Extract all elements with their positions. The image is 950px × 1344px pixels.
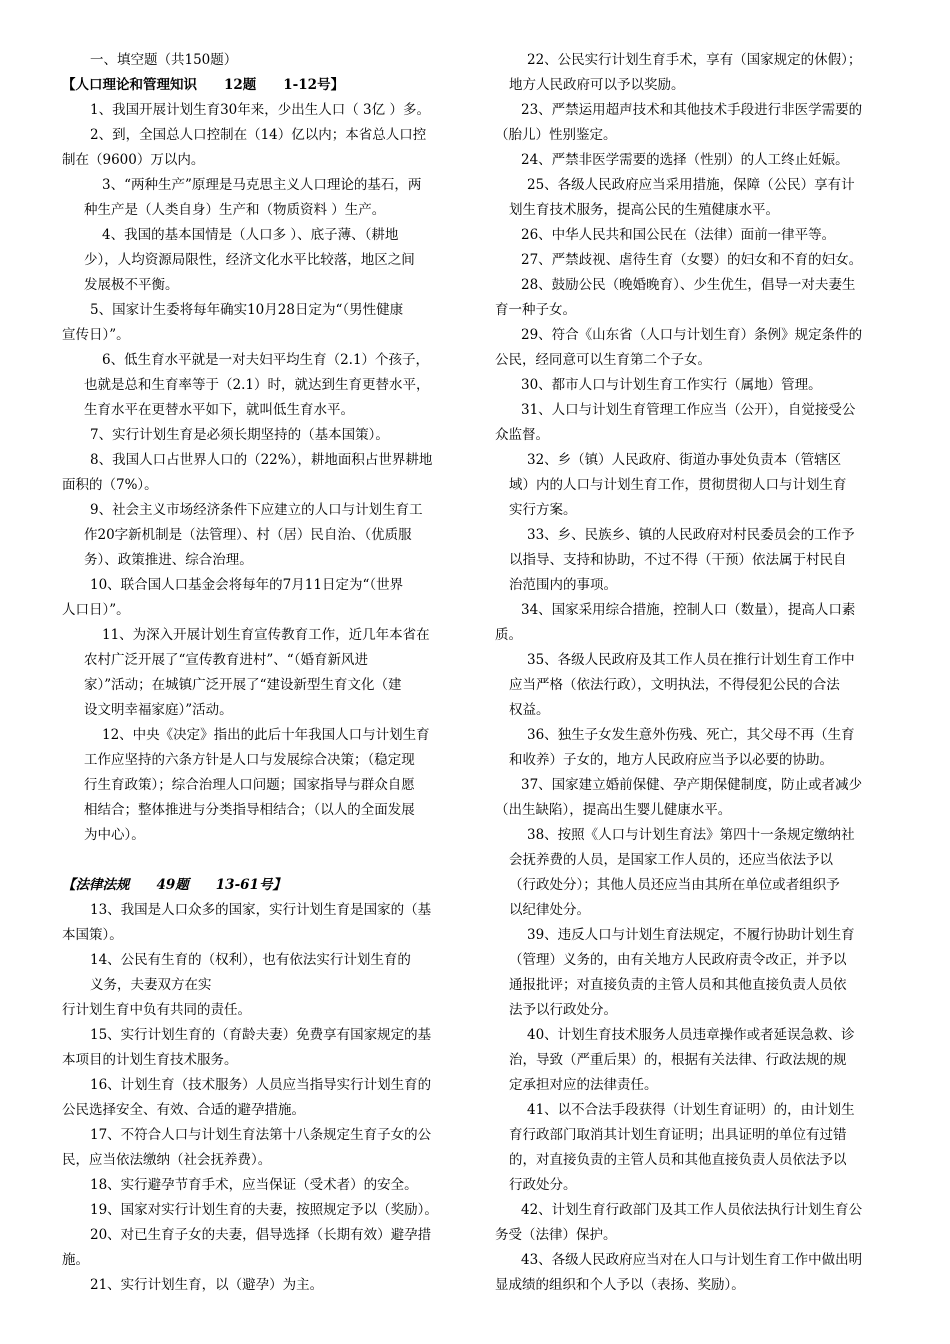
- text-line: 17、不符合人口与计划生育法第十八条规定生育子女的公: [90, 1127, 432, 1143]
- text-line: 通报批评；对直接负责的主管人员和其他直接负责人员依: [509, 977, 847, 993]
- text-line: 设文明幸福家庭）”活动。: [84, 702, 233, 718]
- text-line: 37、国家建立婚前保健、孕产期保健制度，防止或者减少: [521, 777, 863, 793]
- text-line: 行政处分。: [509, 1177, 577, 1193]
- text-line: 治范围内的事项。: [509, 577, 617, 593]
- text-line: 发展极不平衡。: [84, 277, 179, 293]
- text-line: 10、联合国人口基金会将每年的7月11日定为“（世界: [90, 577, 404, 593]
- section-heading: 【人口理论和管理知识 12题 1-12号】: [62, 77, 345, 93]
- text-line: 务）、政策推进、综合治理。: [84, 552, 253, 568]
- text-line: （行政处分）；其他人员还应当由其所在单位或者组织予: [509, 877, 840, 893]
- text-line: 38、按照《人口与计划生育法》第四十一条规定缴纳社: [527, 827, 855, 843]
- text-line: 33、乡、民族乡、镇的人民政府对村民委员会的工作予: [527, 527, 855, 543]
- text-line: 会抚养费的人员，是国家工作人员的，还应当依法予以: [509, 852, 833, 868]
- text-line: 面积的（7%）。: [62, 477, 158, 493]
- text-line: 权益。: [509, 702, 550, 718]
- text-line: 8、我国人口占世界人口的（22%），耕地面积占世界耕地: [90, 452, 433, 468]
- text-line: 2、到，全国总人口控制在（14）亿以内；本省总人口控: [90, 127, 427, 143]
- text-line: 28、鼓励公民（晚婚晚育）、少生优生，倡导一对夫妻生: [521, 277, 856, 293]
- text-line: 24、严禁非医学需要的选择（性别）的人工终止妊娠。: [521, 152, 849, 168]
- text-line: 相结合；整体推进与分类指导相结合；（以人的全面发展: [84, 802, 415, 818]
- text-line: （出生缺陷），提高出生婴儿健康水平。: [495, 802, 732, 818]
- text-line: 为中心）。: [84, 827, 145, 843]
- text-line: 31、人口与计划生育管理工作应当（公开），自觉接受公: [521, 402, 856, 418]
- text-line: 宣传日）”。: [62, 327, 130, 343]
- blank-line: [62, 848, 467, 873]
- text-line: 20、对已生育子女的夫妻，倡导选择（长期有效）避孕措: [90, 1227, 432, 1243]
- left-column: [62, 48, 467, 1298]
- text-line: 12、中央《决定》指出的此后十年我国人口与计划生育: [102, 727, 430, 743]
- text-line: 41、以不合法手段获得（计划生育证明）的，由计划生: [527, 1102, 855, 1118]
- text-line: 公民选择安全、有效、合适的避孕措施。: [62, 1102, 305, 1118]
- text-line: 公民，经同意可以生育第二个子女。: [495, 352, 711, 368]
- text-line: 23、严禁运用超声技术和其他技术手段进行非医学需要的: [521, 102, 863, 118]
- text-line: 7、实行计划生育是必须长期坚持的（基本国策）。: [90, 427, 389, 443]
- text-line: 27、严禁歧视、虐待生育（女婴）的妇女和不育的妇女。: [521, 252, 863, 268]
- text-line: 43、各级人民政府应当对在人口与计划生育工作中做出明: [521, 1252, 863, 1268]
- text-line: （管理）义务的，由有关地方人民政府责令改正，并予以: [509, 952, 847, 968]
- text-line: 义务，夫妻双方在实: [90, 977, 212, 993]
- text-line: 以指导、支持和协助，不过不得（干预）依法属于村民自: [509, 552, 847, 568]
- text-line: 21、实行计划生育，以（避孕）为主。: [90, 1277, 324, 1293]
- text-line: 行计划生育中负有共同的责任。: [62, 1002, 251, 1018]
- text-line: 实行方案。: [509, 502, 577, 518]
- right-column: [487, 48, 887, 1298]
- text-line: 16、计划生育（技术服务）人员应当指导实行计划生育的: [90, 1077, 432, 1093]
- text-line: 3、“两种生产”原理是马克思主义人口理论的基石，两: [102, 177, 422, 193]
- text-line: 育行政部门取消其计划生育证明；出具证明的单位有过错: [509, 1127, 847, 1143]
- text-line: 本国策）。: [62, 927, 123, 943]
- text-line: 30、都市人口与计划生育工作实行（属地）管理。: [521, 377, 822, 393]
- text-line: 定承担对应的法律责任。: [509, 1077, 658, 1093]
- text-line: 农村广泛开展了“宣传教育进村”、“（婚育新风进: [84, 652, 368, 668]
- text-line: 34、国家采用综合措施，控制人口（数量），提高人口素: [521, 602, 856, 618]
- text-line: 家）”活动；在城镇广泛开展了“建设新型生育文化（建: [84, 677, 402, 693]
- text-line: 行生育政策）；综合治理人口问题；国家指导与群众自愿: [84, 777, 415, 793]
- text-line: 域）内的人口与计划生育工作，贯彻贯彻人口与计划生育: [509, 477, 847, 493]
- text-line: （胎儿）性别鉴定。: [495, 127, 617, 143]
- text-line: 和收养）子女的，地方人民政府应当予以必要的协助。: [509, 752, 833, 768]
- text-line: 6、低生育水平就是一对夫妇平均生育（2.1）个孩子，: [102, 352, 430, 368]
- text-line: 人口日）”。: [62, 602, 130, 618]
- text-line: 划生育技术服务，提高公民的生殖健康水平。: [509, 202, 779, 218]
- text-line: 14、公民有生育的（权利），也有依法实行计划生育的: [90, 952, 411, 968]
- text-line: 26、中华人民共和国公民在（法律）面前一律平等。: [521, 227, 836, 243]
- text-line: 治，导致（严重后果）的，根据有关法律、行政法规的规: [509, 1052, 847, 1068]
- text-line: 25、各级人民政府应当采用措施，保障（公民）享有计: [527, 177, 855, 193]
- text-line: 的，对直接负责的主管人员和其他直接负责人员依法予以: [509, 1152, 847, 1168]
- text-line: 应当严格（依法行政），文明执法，不得侵犯公民的合法: [509, 677, 840, 693]
- text-line: 22、公民实行计划生育手术，享有（国家规定的休假）；: [527, 52, 862, 68]
- section-heading: 【法律法规 49题 13-61号】: [62, 877, 286, 893]
- text-line: 民，应当依法缴纳（社会抚养费）。: [62, 1152, 272, 1168]
- text-line: 地方人民政府可以予以奖励。: [509, 77, 685, 93]
- text-line: 工作应坚持的六条方针是人口与发展综合决策；（稳定现: [84, 752, 415, 768]
- text-line: 1、我国开展计划生育30年来，少出生人口（ 3亿 ）多。: [90, 102, 430, 118]
- text-line: 35、各级人民政府及其工作人员在推行计划生育工作中: [527, 652, 855, 668]
- text-line: 少），人均资源局限性，经济文化水平比较落，地区之间: [84, 252, 415, 268]
- text-line: 生育水平在更替水平如下，就叫低生育水平。: [84, 402, 354, 418]
- text-line: 务受（法律）保护。: [495, 1227, 617, 1243]
- text-line: 制在（9600）万以内。: [62, 152, 205, 168]
- text-line: 以纪律处分。: [509, 902, 590, 918]
- text-line: 4、我国的基本国情是（人口多 ）、底子薄、（耕地: [102, 227, 399, 243]
- text-line: 施。: [62, 1252, 89, 1268]
- text-line: 32、乡（镇）人民政府、街道办事处负责本（管辖区: [527, 452, 842, 468]
- text-line: 39、违反人口与计划生育法规定，不履行协助计划生育: [527, 927, 855, 943]
- text-line: 19、国家对实行计划生育的夫妻，按照规定予以（奖励）。: [90, 1202, 438, 1218]
- text-line: 36、独生子女发生意外伤残、死亡，其父母不再（生育: [527, 727, 855, 743]
- text-line: 5、国家计生委将每年确实10月28日定为“（男性健康: [90, 302, 404, 318]
- text-line: 作20字新机制是（法管理）、村（居）民自治、（优质服: [84, 527, 412, 543]
- text-line: 一、填空题（共150题）: [90, 52, 238, 68]
- text-line: 质。: [495, 627, 522, 643]
- text-line: 40、计划生育技术服务人员违章操作或者延误急救、诊: [527, 1027, 855, 1043]
- text-line: 种生产是（人类自身）生产和（物质资料 ）生产。: [84, 202, 386, 218]
- text-line: 13、我国是人口众多的国家，实行计划生育是国家的（基: [90, 902, 432, 918]
- text-line: 11、为深入开展计划生育宣传教育工作，近几年本省在: [102, 627, 430, 643]
- text-line: 也就是总和生育率等于（2.1）时，就达到生育更替水平，: [84, 377, 430, 393]
- text-line: 15、实行计划生育的（育龄夫妻）免费享有国家规定的基: [90, 1027, 432, 1043]
- text-line: 18、实行避孕节育手术，应当保证（受术者）的安全。: [90, 1177, 418, 1193]
- text-line: 9、社会主义市场经济条件下应建立的人口与计划生育工: [90, 502, 423, 518]
- text-line: 法予以行政处分。: [509, 1002, 617, 1018]
- text-line: 42、计划生育行政部门及其工作人员依法执行计划生育公: [521, 1202, 863, 1218]
- text-line: 29、符合《山东省（人口与计划生育）条例》规定条件的: [521, 327, 863, 343]
- text-line: 显成绩的组织和个人予以（表扬、奖励）。: [495, 1277, 745, 1293]
- text-line: 众监督。: [495, 427, 549, 443]
- text-line: 育一种子女。: [495, 302, 576, 318]
- text-line: 本项目的计划生育技术服务。: [62, 1052, 238, 1068]
